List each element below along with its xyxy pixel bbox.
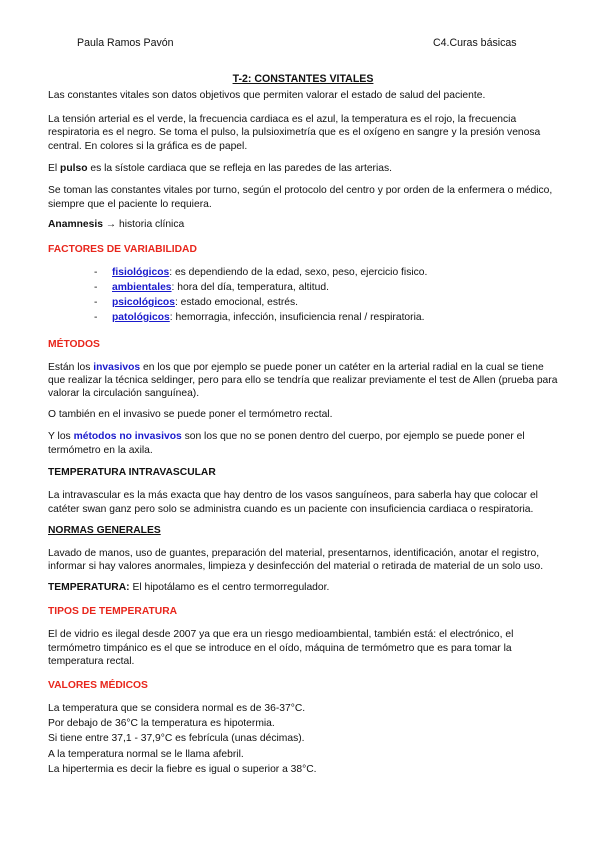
metodos-paragraph-2: O también en el invasivo se puede poner el termómetro rectal. bbox=[48, 408, 333, 420]
metodos-heading: MÉTODOS bbox=[48, 339, 100, 351]
normas-heading: NORMAS GENERALES bbox=[48, 525, 161, 537]
temp-intra-heading: TEMPERATURA INTRAVASCULAR bbox=[48, 467, 216, 479]
anamnesis-line bbox=[48, 218, 558, 231]
metodos-paragraph-1: Están los invasivos en los que por ejemplo se puede poner un catéter en la arterial radial en la cual se tiene que realizar la técnica seldinger, pero para ello se tendría que realizar previamente el test de Allen (prueba para valorar la circulación sanguínea). bbox=[48, 361, 558, 400]
anamnesis-rest: → historia clínica bbox=[102, 219, 185, 231]
temp-intra-paragraph: La intravascular es la más exacta que hay dentro de los vasos sanguíneos, para saberla hay que colocar el catéter swan ganz pero solo se administra cuando es un paciente con insuficiencia cardiaca o respiratoria. bbox=[48, 490, 538, 515]
factor-term: patológicos bbox=[112, 311, 170, 323]
intro-paragraph: Las constantes vitales son datos objetivos que permiten valorar el estado de salud del paciente. bbox=[48, 90, 486, 102]
factores-list bbox=[48, 266, 558, 324]
no-invasivos-term: métodos no invasivos bbox=[73, 431, 182, 443]
list-item: Por debajo de 36°C la temperatura es hipotermia. bbox=[48, 718, 275, 730]
document-body bbox=[48, 73, 558, 778]
tipos-paragraph: El de vidrio es ilegal desde 2007 ya que era un riesgo medioambiental, también está: el electrónico, el termómetro timpánico es el que se introduce en el oído, máquina de termómetro que es para tomar la temperatura rectal. bbox=[48, 629, 514, 668]
factor-text: : hemorragia, infección, insuficiencia renal / respiratoria. bbox=[169, 311, 425, 323]
factor-text: : estado emocional, estrés. bbox=[174, 296, 299, 308]
factor-term: psicológicos bbox=[112, 296, 175, 308]
list-item: La temperatura que se considera normal es de 36-37°C. bbox=[48, 702, 306, 714]
factor-term: fisiológicos bbox=[112, 267, 170, 279]
colors-paragraph: La tensión arterial es el verde, la frecuencia cardiaca es el azul, la temperatura es el rojo, la frecuencia respiratoria es el negro. Se toma el pulso, la pulsioximetría que es el oxígeno en sangre y la presión venosa central. En colores si la gráfica es de papel. bbox=[48, 113, 541, 152]
valores-heading: VALORES MÉDICOS bbox=[48, 679, 148, 691]
pulso-term: pulso bbox=[60, 163, 88, 175]
turno-paragraph: Se toman las constantes vitales por turno, según el protocolo del centro y por orden de la enfermera o médico, siempre que el paciente lo requiera. bbox=[48, 185, 553, 210]
anamnesis-term: Anamnesis bbox=[48, 219, 103, 231]
valores-list bbox=[48, 702, 558, 776]
invasivos-term: invasivos bbox=[93, 361, 141, 373]
tipos-heading: TIPOS DE TEMPERATURA bbox=[48, 605, 178, 617]
list-item: Si tiene entre 37,1 - 37,9°C es febrícula (unas décimas). bbox=[48, 733, 305, 745]
header-course: C4.Curas básicas bbox=[433, 37, 517, 49]
temperatura-definition: TEMPERATURA: El hipotálamo es el centro termorregulador. bbox=[48, 582, 330, 594]
factor-term: ambientales bbox=[112, 281, 172, 293]
factor-text: : hora del día, temperatura, altitud. bbox=[171, 281, 329, 293]
list-item: - patológicos: hemorragia, infección, insuficiencia renal / respiratoria. bbox=[94, 311, 425, 323]
factor-text: : es dependiendo de la edad, sexo, peso, ejercicio fisico. bbox=[169, 267, 428, 279]
metodos-paragraph-3: Y los métodos no invasivos son los que no se ponen dentro del cuerpo, por ejemplo se puede poner el termómetro en la axila. bbox=[48, 431, 525, 456]
document-title: T-2: CONSTANTES VITALES bbox=[232, 73, 374, 85]
normas-paragraph: Lavado de manos, uso de guantes, preparación del material, presentarnos, identificación, anotar el registro, informar si hay valores anormales, limpieza y desinfección del material o retirada de material de un solo uso. bbox=[48, 547, 544, 573]
header-author: Paula Ramos Pavón bbox=[77, 37, 174, 49]
list-item: A la temperatura normal se le llama afebril. bbox=[48, 748, 244, 760]
list-item: - ambientales: hora del día, temperatura, altitud. bbox=[94, 281, 329, 293]
list-item: - psicológicos: estado emocional, estrés. bbox=[94, 296, 299, 308]
factores-heading: FACTORES DE VARIABILIDAD bbox=[48, 243, 197, 255]
list-item: La hipertermia es decir la fiebre es igual o superior a 38°C. bbox=[48, 763, 317, 775]
pulso-after: es la sístole cardiaca que se refleja en las paredes de las arterias. bbox=[87, 163, 392, 175]
list-item: - fisiológicos: es dependiendo de la edad, sexo, peso, ejercicio fisico. bbox=[94, 267, 428, 279]
pulso-before: El bbox=[48, 163, 61, 175]
pulso-paragraph bbox=[48, 162, 558, 175]
